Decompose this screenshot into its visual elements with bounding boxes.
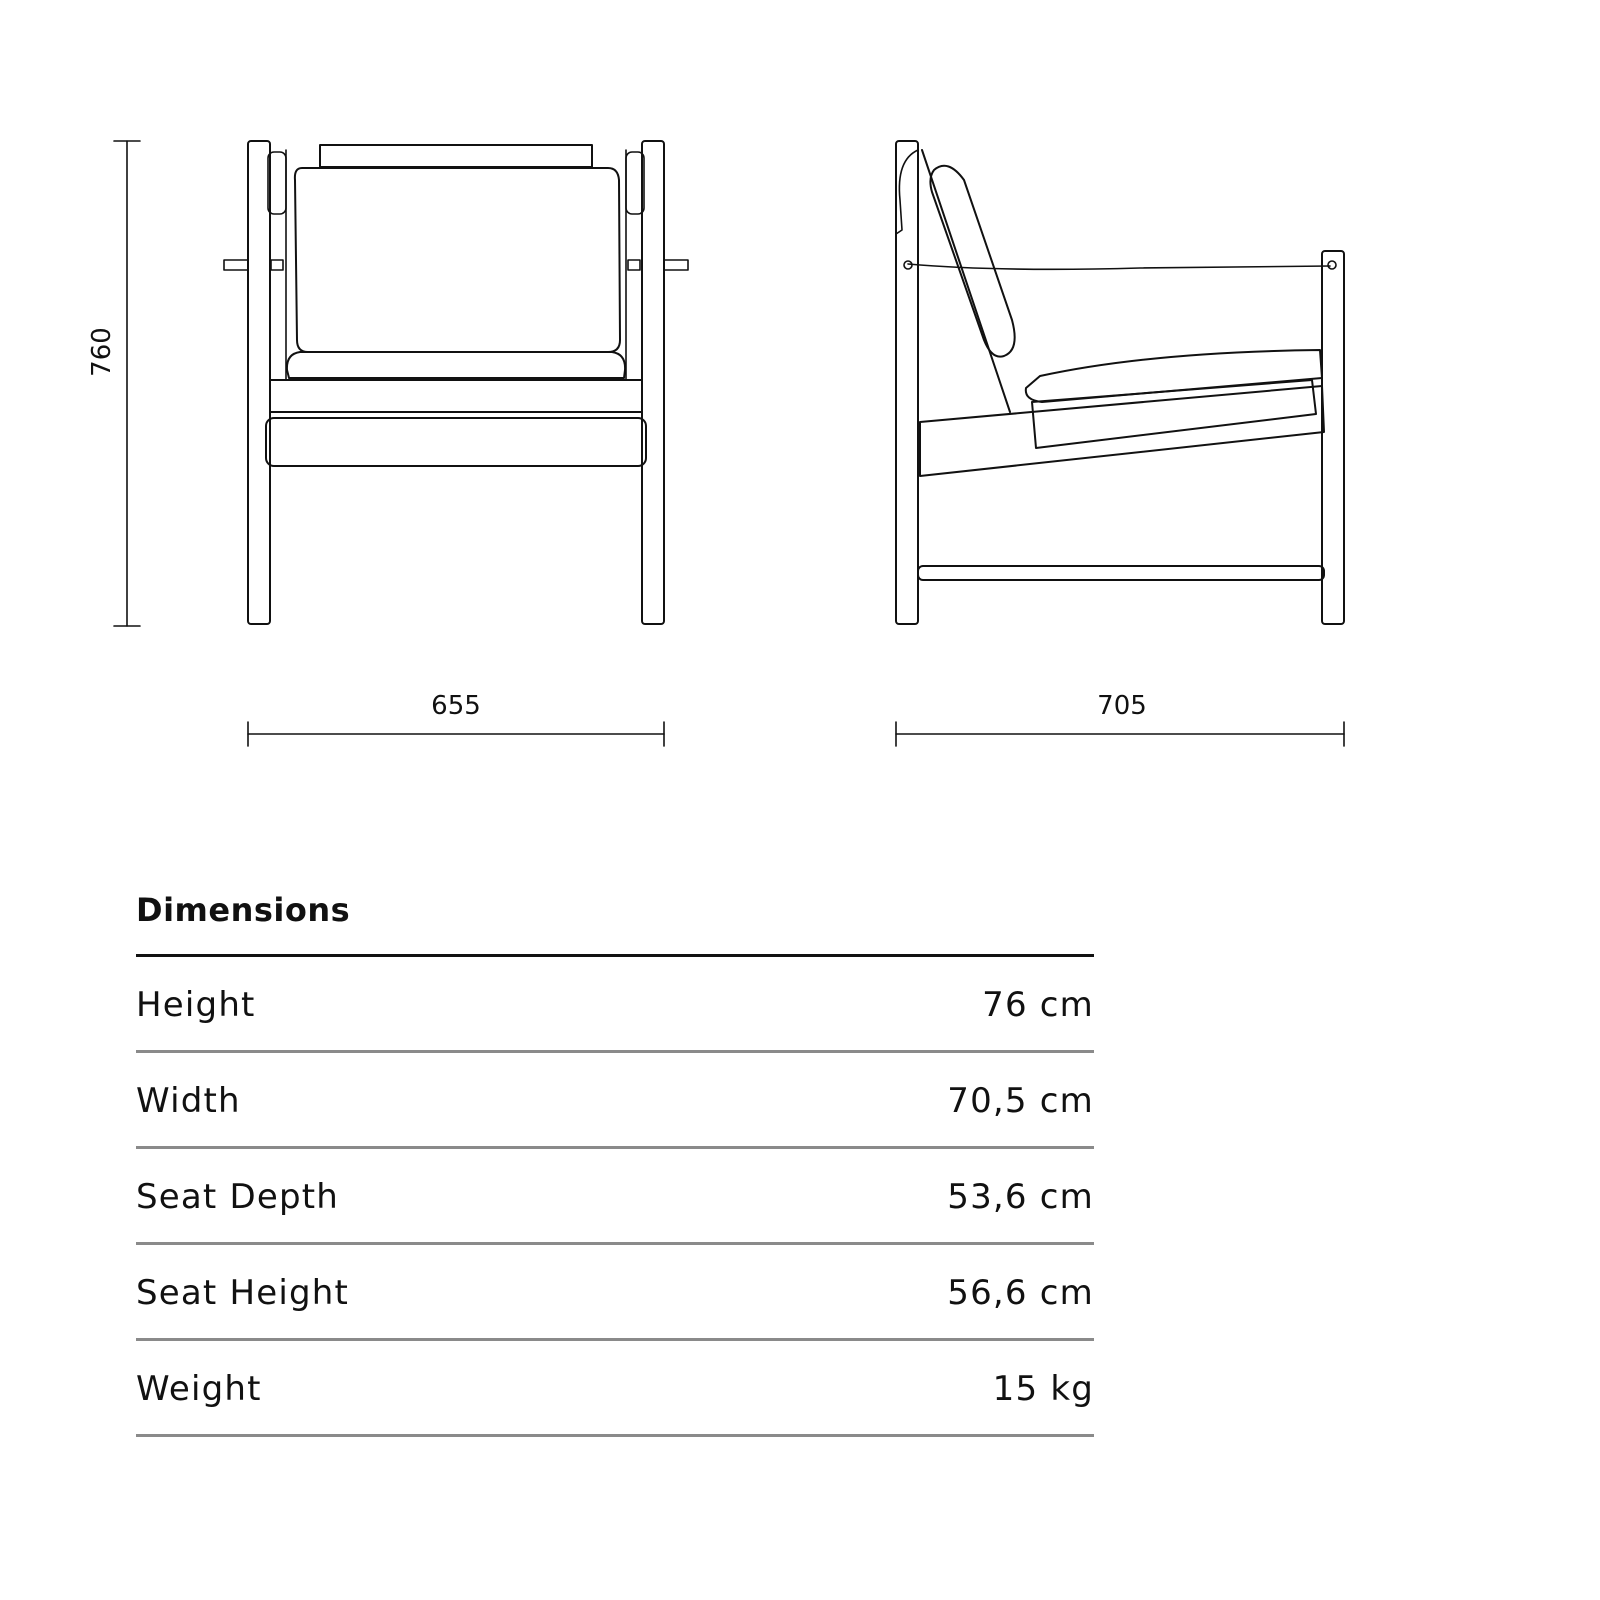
- side-depth-dimension-label: 705: [1097, 691, 1147, 721]
- dimension-value: 76 cm: [982, 985, 1094, 1025]
- height-dimension-line: [114, 141, 140, 626]
- dimension-value: 70,5 cm: [947, 1081, 1094, 1121]
- dimension-label: Width: [136, 1081, 241, 1121]
- front-width-dimension-label: 655: [431, 691, 481, 721]
- chair-front-view: [224, 141, 688, 624]
- dimension-value: 53,6 cm: [947, 1177, 1094, 1217]
- chair-side-view: [896, 141, 1344, 624]
- dimension-label: Weight: [136, 1369, 262, 1409]
- front-width-dimension-line: [248, 722, 664, 746]
- dimension-row-weight: [136, 1341, 1094, 1437]
- dimension-row-height: [136, 957, 1094, 1053]
- dimension-value: 15 kg: [992, 1369, 1094, 1409]
- dimension-row-seat-height: [136, 1245, 1094, 1341]
- dimensions-rows: [136, 957, 1094, 1437]
- dimensions-table: [136, 890, 1094, 1409]
- dimension-row-width: [136, 1053, 1094, 1149]
- dimension-label: Seat Depth: [136, 1177, 340, 1217]
- dimensions-title: Dimensions: [136, 891, 351, 929]
- dimension-value: 56,6 cm: [947, 1273, 1094, 1313]
- dimension-label: Seat Height: [136, 1273, 350, 1313]
- dimension-label: Height: [136, 985, 256, 1025]
- side-depth-dimension-line: [896, 722, 1344, 746]
- height-dimension-label: 760: [87, 327, 117, 377]
- dimension-row-seat-depth: [136, 1149, 1094, 1245]
